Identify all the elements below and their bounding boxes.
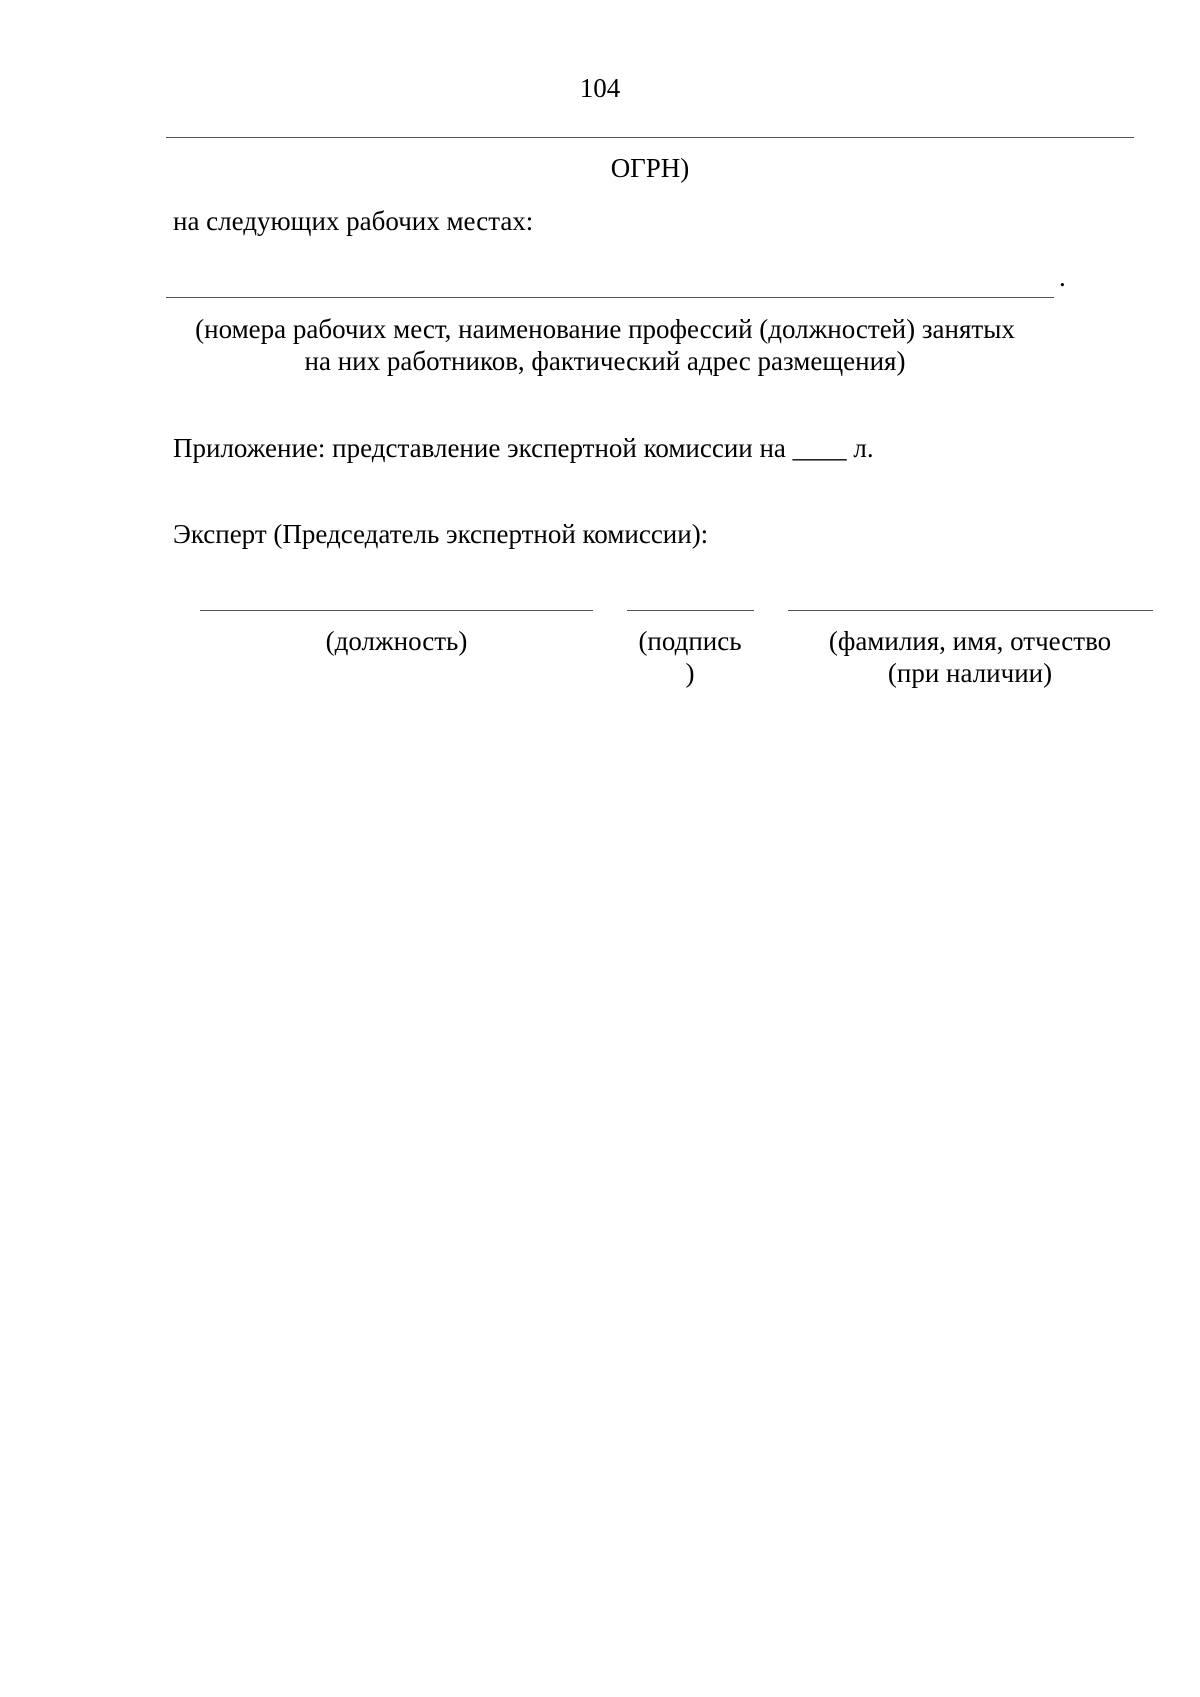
workplaces-field-line xyxy=(166,297,1054,298)
name-caption-line1: (фамилия, имя, отчество xyxy=(828,626,1112,656)
workplaces-trailing-dot: . xyxy=(1059,262,1066,292)
appendix-text: Приложение: представление экспертной комиссии на ____ л. xyxy=(173,433,874,463)
signature-caption-line2: ) xyxy=(685,658,695,688)
full-name-signature-line xyxy=(788,610,1153,611)
name-caption-line2: (при наличии) xyxy=(887,658,1053,688)
expert-label: Эксперт (Председатель экспертной комиссии): xyxy=(173,519,709,549)
page-number: 104 xyxy=(579,73,621,103)
signature-line xyxy=(627,610,754,611)
position-caption: (должность) xyxy=(325,626,468,656)
org-field-line xyxy=(166,137,1134,138)
position-signature-line xyxy=(200,610,593,611)
workplaces-caption-line1: (номера рабочих мест, наименование профессий (должностей) занятых xyxy=(195,314,1015,344)
workplaces-caption-line2: на них работников, фактический адрес размещения) xyxy=(304,346,906,376)
org-caption: ОГРН) xyxy=(610,153,690,183)
workplaces-intro: на следующих рабочих местах: xyxy=(173,206,534,236)
signature-caption-line1: (подпись xyxy=(638,626,742,656)
